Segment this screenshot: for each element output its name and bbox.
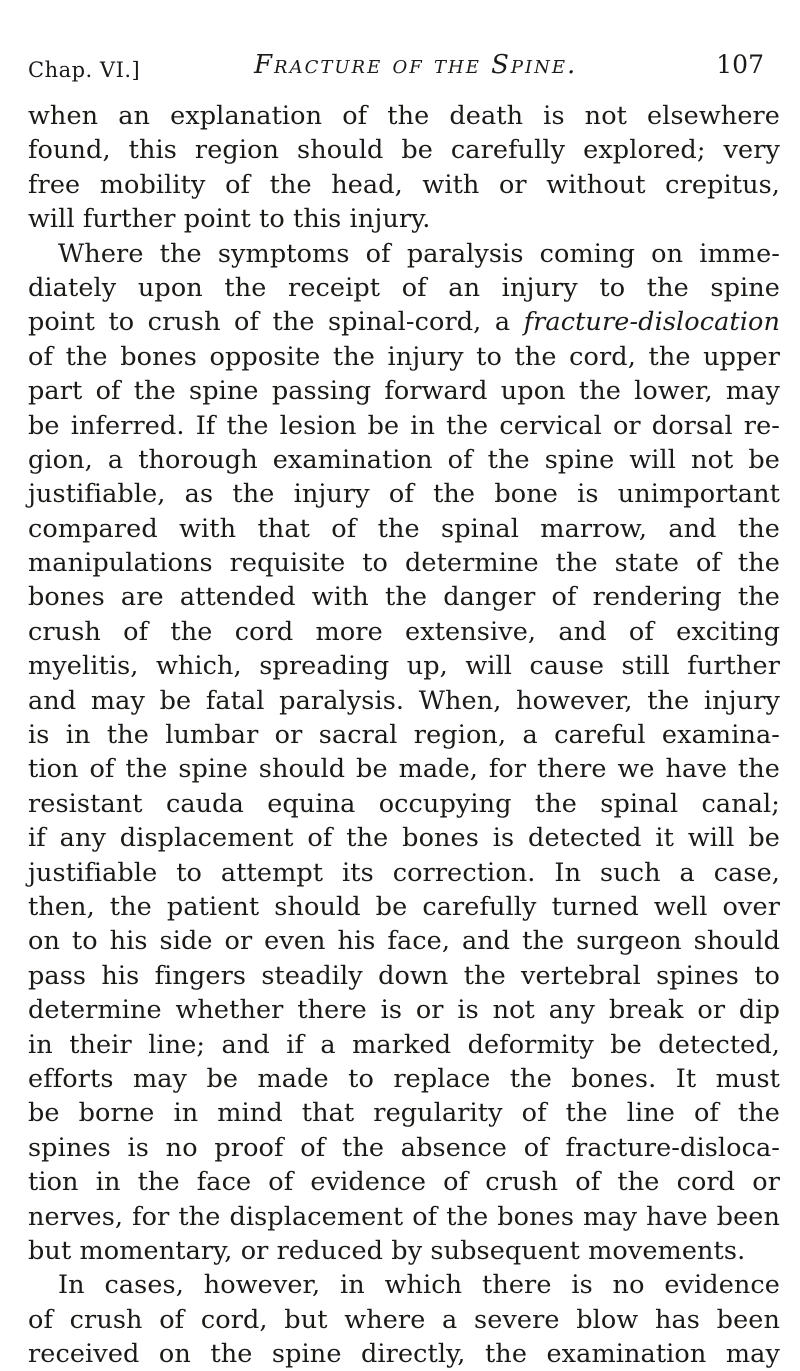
text-line: be borne in mind that regularity of the line of the [28,1098,780,1129]
text-line: spines is no proof of the absence of fracture-disloca- [28,1132,780,1163]
text-line: free mobility of the head, with or without crepitus, [28,169,780,200]
text-line: part of the spine passing forward upon the lower, may [28,376,780,407]
text-line: but momentary, or reduced by subsequent movements. [28,1235,746,1266]
text-line: compared with that of the spinal marrow, and the [28,513,780,544]
text-line: and may be fatal paralysis. When, however, the injury [28,685,780,716]
text-line: tion of the spine should be made, for there we have the [28,754,780,785]
text-line: if any displacement of the bones is detected it will be [28,823,780,854]
text-line [28,305,780,339]
text-line: in their line; and if a marked deformity be detected, [28,1029,780,1060]
chapter-label: Chap. VI.] [28,58,141,82]
text-line: will further point to this injury. [28,204,431,235]
paragraph-start-line: In cases, however, in which there is no evidence [58,1270,780,1301]
text-line: of the bones opposite the injury to the cord, the upper [28,341,780,372]
text-line: is in the lumbar or sacral region, a careful examina- [28,720,780,751]
italic-term: fracture-dislocation [523,307,780,338]
text-line: myelitis, which, spreading up, will cause still further [28,651,780,682]
running-title: Fracture of the Spine. [254,50,578,80]
text-line: gion, a thorough examination of the spine will not be [28,444,780,475]
text-line: justifiable, as the injury of the bone is unimportant [28,479,780,510]
text-line: bones are attended with the danger of rendering the [28,582,780,613]
text-line: on to his side or even his face, and the surgeon should [28,926,780,957]
line-text: point to crush of the spinal-cord, a [28,307,524,338]
text-line: efforts may be made to replace the bones. It must [28,1063,780,1094]
text-line: be inferred. If the lesion be in the cervical or dorsal re- [28,410,780,441]
text-line: of crush of cord, but where a severe blow has been [28,1304,780,1335]
text-line: when an explanation of the death is not elsewhere [28,101,780,131]
page-number: 107 [716,50,764,79]
text-line: found, this region should be carefully explored; very [28,135,780,166]
body-text [28,99,780,1371]
text-line: determine whether there is or is not any break or dip [28,995,780,1026]
text-line: received on the spine directly, the examination may [28,1339,780,1370]
paragraph-start-line: Where the symptoms of paralysis coming on imme- [58,238,780,269]
text-line: justifiable to attempt its correction. In such a case, [28,857,780,888]
text-line: then, the patient should be carefully turned well over [28,891,780,922]
running-head [28,48,768,88]
text-line: nerves, for the displacement of the bones may have been [28,1201,780,1232]
text-line: crush of the cord more extensive, and of exciting [28,616,780,647]
text-line: diately upon the receipt of an injury to the spine [28,272,780,303]
text-line: resistant cauda equina occupying the spinal canal; [28,788,780,819]
text-line: pass his fingers steadily down the vertebral spines to [28,960,780,991]
text-line: tion in the face of evidence of crush of the cord or [28,1167,780,1198]
text-line: manipulations requisite to determine the state of the [28,548,780,579]
